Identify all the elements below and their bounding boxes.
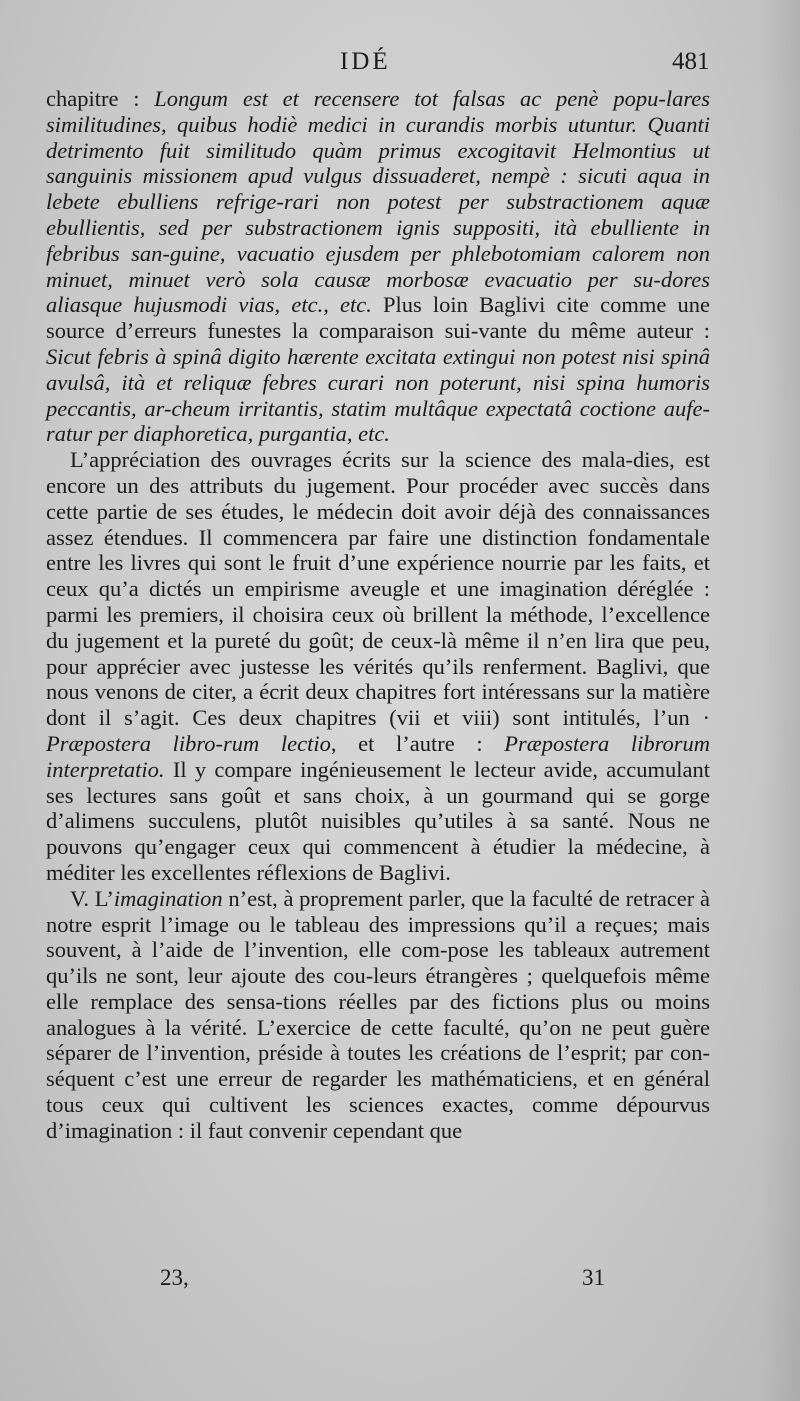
paragraph-appreciation	[46, 447, 710, 886]
text-run: V. L’	[70, 885, 114, 911]
running-head: IDÉ	[340, 48, 391, 75]
text-run: n’est, à proprement parler, que la faculté de retracer à notre esprit l’image ou le tableau des impressions qu’il a reçues; mais souvent, à l’aide de l’invention, elle com-pose les tableaux autrement qu’ils ne sont, leur ajoute des cou-leurs étrangères ; quelquefois même elle remplace des sensa-tions réelles par des fictions plus ou moins analogues à la vérité. L’exercice de cette faculté, qu’on ne peut guère séparer de l’invention, préside à toutes les créations de l’esprit; par con-séquent c’est une erreur de regarder les mathématiciens, et en général tous ceux qui cultivent les sciences exactes, comme dépourvus d’imagination : il faut convenir cependant que	[46, 885, 710, 1143]
latin-quote-run: Longum est et recensere tot falsas ac penè popu-lares similitudines, quibus hodiè medici in curandis morbis utuntur. Quanti detrimento fuit similitudo quàm primus excogitavit Helmontius ut sanguinis missionem apud vulgus dissuaderet, nempè : sicuti aqua in lebete ebulliens refrige-rari non potest per substractionem aquæ ebullientis, sed per substractionem ignis suppositi, ità ebulliente in febribus san-guine, vacuatio ejusdem per phlebotomiam calorem non minuet, minuet verò sola causæ morbosæ evacuatio per su-dores aliasque hujusmodi vias, etc., etc.	[46, 86, 710, 318]
paragraph-latin-quote	[46, 86, 710, 447]
text-run: L’appréciation des ouvrages écrits sur la science des mala-dies, est encore un des attributs du jugement. Pour procéder avec succès dans cette partie de ses études, le médecin doit avoir déjà des connaissances assez étendues. Il commencera par faire une distinction fondamentale entre les livres qui sont le fruit d’une expérience nourrie par les faits, et ceux qu’a dictés un empirisme aveugle et une imagination déréglée : parmi les premiers, il choisira ceux où brillent la méthode, l’excellence du jugement et la pureté du goût; de ceux-là même il n’en lira que peu, pour apprécier avec justesse les vérités qu’ils renferment. Baglivi, que nous venons de citer, a écrit deux chapitres fort intéressans sur la matière dont il s’agit. Ces deux chapitres (vii et viii) sont intitulés, l’un ·	[46, 447, 710, 731]
latin-quote-run: Præpostera libro-rum lectio	[46, 730, 331, 756]
page-header	[0, 48, 800, 84]
sheet-number: 31	[582, 1265, 605, 1290]
latin-quote-run: Sicut febris à spinâ digito hærente excitata extingui non potest nisi spinâ avulsâ, ità et reliquæ febres curari non poterunt, nisi spina humoris peccantis, ar-cheum irritantis, statim multâque expectatâ coctione aufe-ratur per diaphoretica, purgantia, etc.	[46, 343, 710, 447]
text-run: Plus loin Baglivi cite comme une source d’erreurs funestes la comparaison sui-vante du même auteur :	[46, 292, 710, 344]
latin-quote-run: Præpostera librorum interpretatio.	[46, 730, 711, 782]
text-run: chapitre :	[46, 86, 155, 111]
page-footer	[0, 1265, 800, 1295]
signature-mark: 23,	[160, 1265, 189, 1290]
text-run: , et l’autre :	[330, 730, 505, 756]
paragraph-imagination	[46, 886, 710, 1144]
text-run: Il y compare ingénieusement le lecteur avide, accumulant ses lectures sans goût et sans choix, à un gourmand qui se gorge d’alimens succulens, plutôt nuisibles qu’utiles à sa santé. Nous ne pouvons qu’engager ceux qui commencent à étudier la médecine, à méditer les excellentes réflexions de Baglivi.	[46, 756, 710, 885]
page-number: 481	[672, 48, 710, 75]
page-edge-shadow	[760, 0, 800, 1401]
body-text	[46, 86, 710, 1144]
latin-quote-run: imagination	[113, 885, 223, 911]
